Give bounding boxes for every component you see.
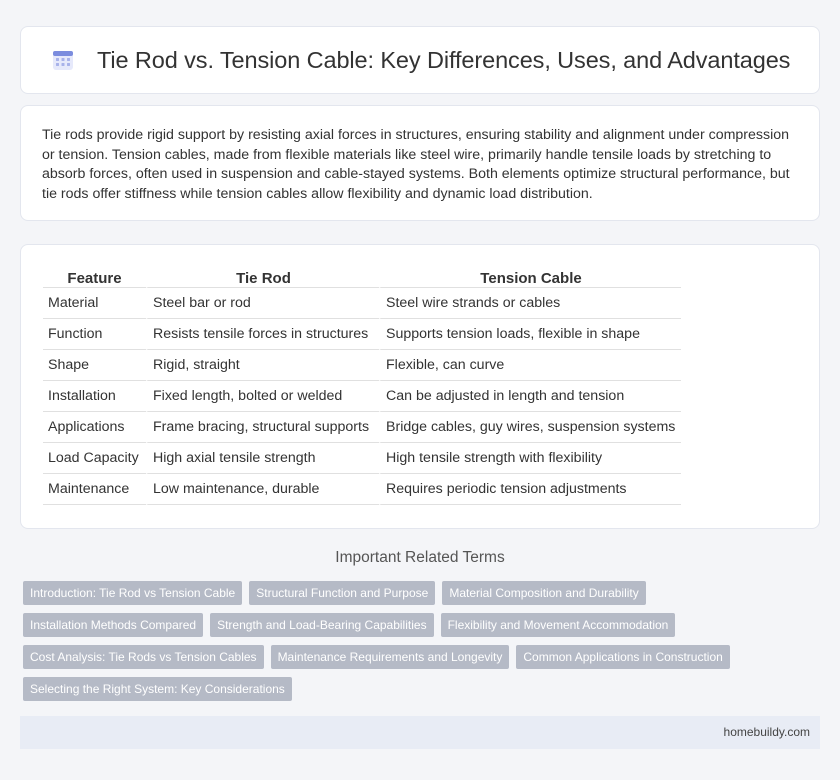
column-header-feature: Feature: [43, 266, 146, 288]
table-row: [43, 350, 681, 381]
related-term-tag[interactable]: Introduction: Tie Rod vs Tension Cable: [23, 581, 242, 605]
table-cell: Material: [43, 288, 146, 319]
table-row: [43, 288, 681, 319]
table-cell: Fixed length, bolted or welded: [146, 381, 379, 412]
related-terms-title: Important Related Terms: [335, 549, 505, 566]
table-cell: Steel wire strands or cables: [379, 288, 681, 319]
table-cell: Applications: [43, 412, 146, 443]
related-term-tag[interactable]: Selecting the Right System: Key Considerations: [23, 677, 292, 701]
related-term-tag[interactable]: Structural Function and Purpose: [249, 581, 435, 605]
related-term-tag[interactable]: Material Composition and Durability: [442, 581, 645, 605]
table-cell: Frame bracing, structural supports: [146, 412, 379, 443]
related-term-tag[interactable]: Maintenance Requirements and Longevity: [271, 645, 510, 669]
calendar-icon: [51, 48, 75, 72]
table-cell: Function: [43, 319, 146, 350]
table-cell: Bridge cables, guy wires, suspension systems: [379, 412, 681, 443]
footer: [20, 716, 820, 749]
table-header-row: [43, 266, 681, 288]
column-header-tie-rod: Tie Rod: [146, 266, 379, 288]
page-title: Tie Rod vs. Tension Cable: Key Differences, Uses, and Advantages: [97, 46, 791, 73]
table-row: [43, 381, 681, 412]
header-card: [20, 26, 820, 94]
footer-site-link[interactable]: homebuildy.com: [723, 725, 810, 739]
table-cell: Flexible, can curve: [379, 350, 681, 381]
table-row: [43, 319, 681, 350]
table-cell: High axial tensile strength: [146, 443, 379, 474]
table-cell: Maintenance: [43, 474, 146, 505]
table-row: [43, 412, 681, 443]
table-row: [43, 443, 681, 474]
table-cell: Low maintenance, durable: [146, 474, 379, 505]
comparison-table-card: [20, 244, 820, 529]
intro-paragraph: Tie rods provide rigid support by resisting axial forces in structures, ensuring stability and alignment under compression or tension. Tension cables, made from flexible materials like steel wire, primarily handle tensile loads by stretching to absorb forces, often used in suspension and cable-stayed systems. Both elements optimize structural performance, but tie rods offer stiffness while tension cables allow flexibility and dynamic load distribution.: [42, 127, 790, 202]
table-cell: Resists tensile forces in structures: [146, 319, 379, 350]
related-term-tag[interactable]: Strength and Load-Bearing Capabilities: [210, 613, 433, 637]
table-cell: Rigid, straight: [146, 350, 379, 381]
table-cell: Load Capacity: [43, 443, 146, 474]
table-row: [43, 474, 681, 505]
related-term-tag[interactable]: Cost Analysis: Tie Rods vs Tension Cables: [23, 645, 264, 669]
table-cell: High tensile strength with flexibility: [379, 443, 681, 474]
related-terms-list: [23, 581, 803, 709]
related-term-tag[interactable]: Installation Methods Compared: [23, 613, 203, 637]
table-cell: Supports tension loads, flexible in shape: [379, 319, 681, 350]
table-cell: Steel bar or rod: [146, 288, 379, 319]
related-term-tag[interactable]: Common Applications in Construction: [516, 645, 729, 669]
related-term-tag[interactable]: Flexibility and Movement Accommodation: [441, 613, 676, 637]
comparison-table: [43, 266, 681, 505]
table-cell: Installation: [43, 381, 146, 412]
table-cell: Shape: [43, 350, 146, 381]
column-header-tension-cable: Tension Cable: [379, 266, 681, 288]
table-cell: Can be adjusted in length and tension: [379, 381, 681, 412]
intro-card: [20, 105, 820, 221]
table-cell: Requires periodic tension adjustments: [379, 474, 681, 505]
